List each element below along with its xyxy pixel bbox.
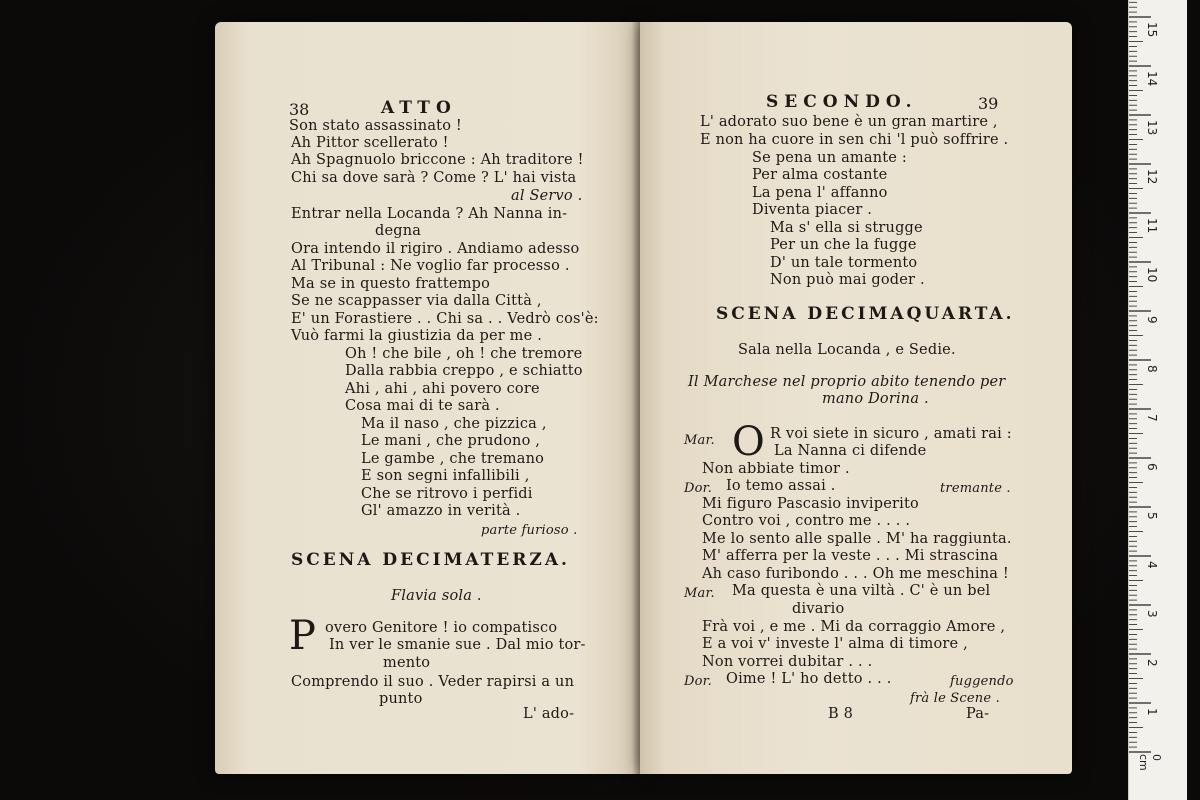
text-line: Se ne scappasser via dalla Città , bbox=[291, 293, 542, 309]
text-line: L' adorato suo bene è un gran martire , bbox=[700, 114, 998, 130]
stage-direction: mano Dorina . bbox=[822, 391, 929, 407]
verse-line: Per un che la fugge bbox=[770, 237, 917, 253]
left-page bbox=[215, 22, 643, 774]
text-line: degna bbox=[375, 223, 422, 239]
verse-line: E son segni infallibili , bbox=[361, 468, 530, 484]
scene-heading-13: SCENA DECIMATERZA. bbox=[291, 550, 570, 570]
ruler-number: 9 bbox=[1145, 316, 1159, 324]
verse-line: Gl' amazzo in verità . bbox=[361, 503, 521, 519]
verse-line: Ma s' ella si strugge bbox=[770, 220, 923, 236]
verse-line: Dalla rabbia creppo , e schiatto bbox=[345, 363, 583, 379]
verse-line: Ahi , ahi , ahi povero core bbox=[345, 381, 540, 397]
dialogue-line: Ma questa è una viltà . C' è un bel bbox=[732, 583, 991, 599]
speaker-label: Dor. bbox=[684, 674, 712, 689]
text-line: Ah Spagnuolo briccone : Ah traditore ! bbox=[291, 152, 584, 168]
ruler-number: 8 bbox=[1145, 365, 1159, 373]
verse-line: Che se ritrovo i perfidi bbox=[361, 486, 533, 502]
verse-line: Se pena un amante : bbox=[752, 150, 907, 166]
dialogue-line: Oime ! L' ho detto . . . bbox=[726, 671, 892, 687]
ruler-unit-label: 0 cm bbox=[1137, 754, 1163, 771]
scene-subheading: Flavia sola . bbox=[391, 588, 482, 604]
measurement-ruler bbox=[1128, 0, 1187, 800]
drop-cap: P bbox=[289, 613, 316, 659]
ruler-number: 7 bbox=[1145, 414, 1159, 422]
dialogue-line: Io temo assai . bbox=[726, 478, 836, 494]
text-line: overo Genitore ! io compatisco bbox=[325, 620, 558, 636]
catchword-left: L' ado- bbox=[523, 706, 575, 722]
ruler-number: 6 bbox=[1145, 463, 1159, 471]
text-line: E non ha cuore in sen chi 'l può soffrire . bbox=[700, 132, 1009, 148]
speaker-label: Mar. bbox=[684, 586, 715, 601]
verse-line: Per alma costante bbox=[752, 167, 888, 183]
dialogue-line: Frà voi , e me . Mi da corraggio Amore , bbox=[702, 619, 1006, 635]
right-page bbox=[640, 22, 1072, 774]
speaker-label: Dor. bbox=[684, 481, 712, 496]
stage-direction: fuggendo bbox=[950, 674, 1014, 689]
text-line: Al Tribunal : Ne voglio far processo . bbox=[291, 258, 570, 274]
text-line: Chi sa dove sarà ? Come ? L' hai vista bbox=[291, 170, 577, 186]
ruler-number: 10 bbox=[1145, 267, 1159, 283]
speaker-label: Mar. bbox=[684, 433, 715, 448]
ruler-number: 4 bbox=[1145, 561, 1159, 569]
stage-direction: frà le Scene . bbox=[910, 691, 1000, 706]
ruler-number: 1 bbox=[1145, 708, 1159, 716]
signature-mark: B 8 bbox=[828, 706, 854, 722]
verse-line: Diventa piacer . bbox=[752, 202, 873, 218]
verse-line: Cosa mai di te sarà . bbox=[345, 398, 500, 414]
catchword-right: Pa- bbox=[966, 706, 990, 722]
verse-line: D' un tale tormento bbox=[770, 255, 918, 271]
ruler-number: 13 bbox=[1145, 120, 1159, 136]
ruler-number: 15 bbox=[1145, 22, 1159, 38]
dialogue-line: Mi figuro Pascasio inviperito bbox=[702, 496, 919, 512]
text-line: Comprendo il suo . Veder rapirsi a un bbox=[291, 674, 575, 690]
dialogue-line: Ah caso furibondo . . . Oh me meschina ! bbox=[702, 566, 1009, 582]
text-line: E' un Forastiere . . Chi sa . . Vedrò cos'è: bbox=[291, 311, 599, 327]
text-line: mento bbox=[383, 655, 431, 671]
running-head-left: ATTO bbox=[381, 98, 457, 118]
stage-direction: parte furioso . bbox=[481, 523, 578, 538]
text-line: In ver le smanie sue . Dal mio tor- bbox=[329, 637, 586, 653]
ruler-number: 2 bbox=[1145, 659, 1159, 667]
page-number-right: 39 bbox=[978, 94, 999, 113]
ruler-number: 12 bbox=[1145, 169, 1159, 185]
text-line: Entrar nella Locanda ? Ah Nanna in- bbox=[291, 206, 568, 222]
dialogue-line: Non abbiate timor . bbox=[702, 461, 850, 477]
page-number-left: 38 bbox=[289, 100, 310, 119]
text-line: Ora intendo il rigiro . Andiamo adesso bbox=[291, 241, 580, 257]
dialogue-line: E a voi v' investe l' alma di timore , bbox=[702, 636, 968, 652]
verse-line: La pena l' affanno bbox=[752, 185, 888, 201]
ruler-number: 11 bbox=[1145, 218, 1159, 234]
scene-setting: Sala nella Locanda , e Sedie. bbox=[738, 342, 956, 358]
running-head-right: SECONDO. bbox=[766, 92, 918, 112]
text-line: Ma se in questo frattempo bbox=[291, 276, 491, 292]
ruler-number: 5 bbox=[1145, 512, 1159, 520]
stage-direction: Il Marchese nel proprio abito tenendo per bbox=[688, 374, 1006, 390]
dialogue-line: Non vorrei dubitar . . . bbox=[702, 654, 873, 670]
dialogue-line: R voi siete in sicuro , amati rai : bbox=[770, 426, 1012, 442]
text-line: Vuò farmi la giustizia da per me . bbox=[291, 328, 543, 344]
verse-line: Oh ! che bile , oh ! che tremore bbox=[345, 346, 583, 362]
verse-line: Le mani , che prudono , bbox=[361, 433, 541, 449]
ruler-number: 3 bbox=[1145, 610, 1159, 618]
text-line: Son stato assassinato ! bbox=[289, 118, 462, 134]
verse-line: Non può mai goder . bbox=[770, 272, 925, 288]
text-line: punto bbox=[379, 691, 423, 707]
dialogue-line: M' afferra per la veste . . . Mi strascina bbox=[702, 548, 999, 564]
stage-direction: al Servo . bbox=[511, 188, 583, 204]
stage-direction: tremante . bbox=[940, 481, 1011, 496]
text-line: Ah Pittor scellerato ! bbox=[291, 135, 449, 151]
dialogue-line: Me lo sento alle spalle . M' ha raggiunta. bbox=[702, 531, 1012, 547]
drop-cap: O bbox=[732, 419, 765, 465]
dialogue-line: Contro voi , contro me . . . . bbox=[702, 513, 911, 529]
dialogue-line: divario bbox=[792, 601, 845, 617]
verse-line: Le gambe , che tremano bbox=[361, 451, 545, 467]
ruler-number: 14 bbox=[1145, 71, 1159, 87]
dialogue-line: La Nanna ci difende bbox=[774, 443, 927, 459]
verse-line: Ma il naso , che pizzica , bbox=[361, 416, 547, 432]
scene-heading-14: SCENA DECIMAQUARTA. bbox=[716, 304, 1015, 324]
